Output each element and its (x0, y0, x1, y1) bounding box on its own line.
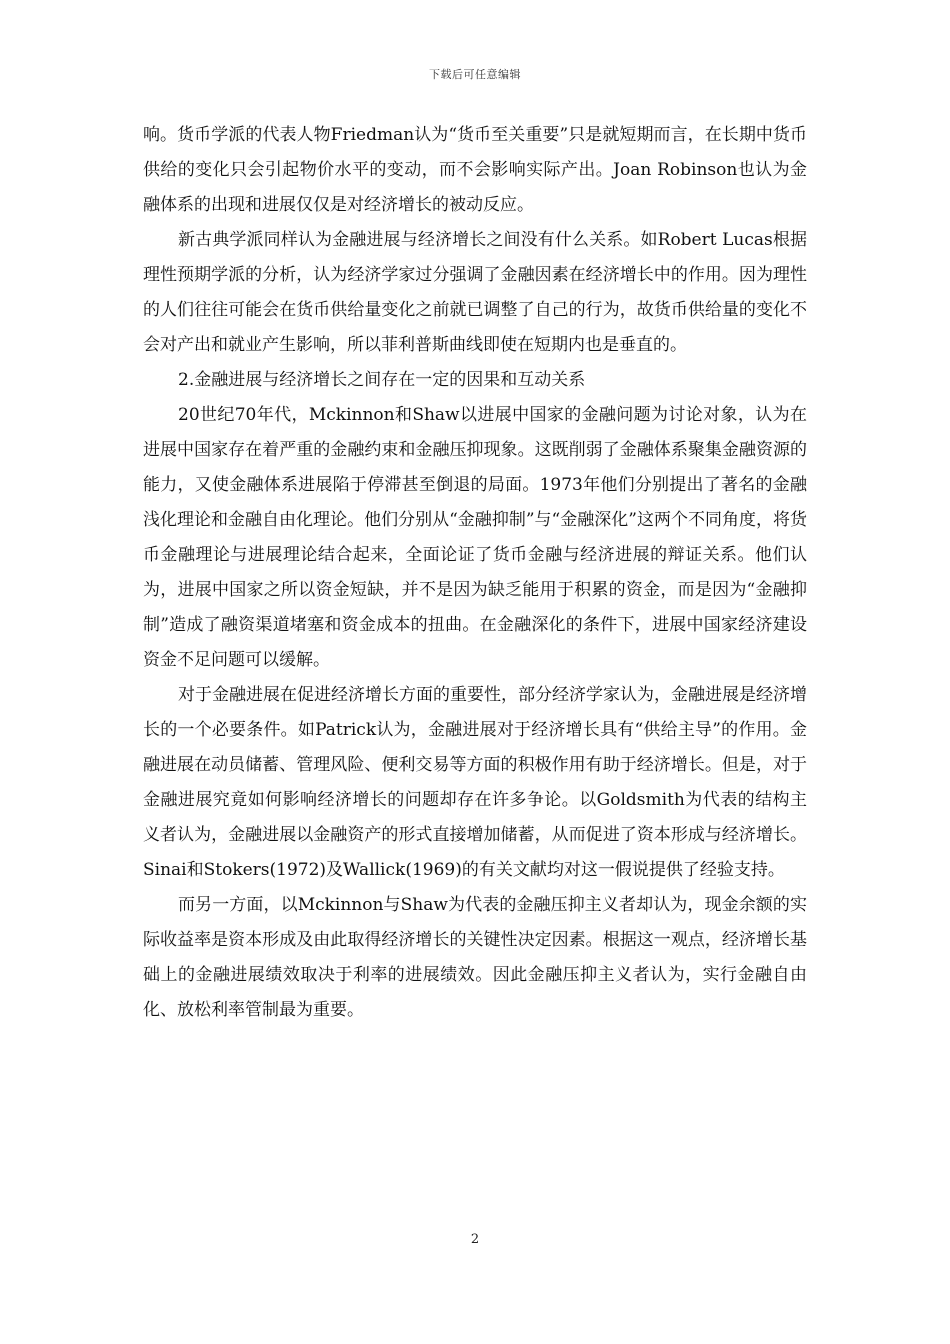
page-header: 下载后可任意编辑 (429, 68, 521, 81)
paragraph-neoclassical: 新古典学派同样认为金融进展与经济增长之间没有什么关系。如Robert Lucas根据理性预期学派的分析，认为经济学家过分强调了金融因素在经济增长中的作用。因为理性的人们往往可能会在货币供给量变化之前就已调整了自己的行为，故货币供给量的变化不会对产出和就业产生影响，所以菲利普斯曲线即使在短期内也是垂直的。 (143, 230, 807, 355)
paragraph-importance: 对于金融进展在促进经济增长方面的重要性，部分经济学家认为，金融进展是经济增长的一个必要条件。如Patrick认为，金融进展对于经济增长具有“供给主导”的作用。金融进展在动员储蓄、管理风险、便利交易等方面的积极作用有助于经济增长。但是，对于金融进展究竟如何影响经济增长的问题却存在许多争论。以Goldsmith为代表的结构主义者认为，金融进展以金融资产的形式直接增加储蓄，从而促进了资本形成与经济增长。Sinai和Stokers(1972)及Wallick(1969)的有关文献均对这一假说提供了经验支持。 (143, 685, 807, 880)
page-number: 2 (470, 1232, 480, 1247)
section-heading: 2.金融进展与经济增长之间存在一定的因果和互动关系 (178, 370, 586, 390)
paragraph-mckinnon-shaw: 20世纪70年代，Mckinnon和Shaw以进展中国家的金融问题为讨论对象，认为在进展中国家存在着严重的金融约束和金融压抑现象。这既削弱了金融体系聚集金融资源的能力，又使金融体系进展陷于停滞甚至倒退的局面。1973年他们分别提出了著名的金融浅化理论和金融自由化理论。他们分别从“金融抑制”与“金融深化”这两个不同角度，将货币金融理论与进展理论结合起来，全面论证了货币金融与经济进展的辩证关系。他们认为，进展中国家之所以资金短缺，并不是因为缺乏能用于积累的资金，而是因为“金融抑制”造成了融资渠道堵塞和资金成本的扭曲。在金融深化的条件下，进展中国家经济建设资金不足问题可以缓解。 (143, 405, 807, 670)
paragraph-repression: 而另一方面，以Mckinnon与Shaw为代表的金融压抑主义者却认为，现金余额的实际收益率是资本形成及由此取得经济增长的关键性决定因素。根据这一观点，经济增长基础上的金融进展绩效取决于利率的进展绩效。因此金融压抑主义者认为，实行金融自由化、放松利率管制最为重要。 (143, 895, 807, 1020)
body-text (143, 118, 807, 1028)
paragraph-friedman: 响。货币学派的代表人物Friedman认为“货币至关重要”只是就短期而言，在长期中货币供给的变化只会引起物价水平的变动，而不会影响实际产出。Joan Robinson也认为金融体系的出现和进展仅仅是对经济增长的被动反应。 (143, 125, 807, 215)
